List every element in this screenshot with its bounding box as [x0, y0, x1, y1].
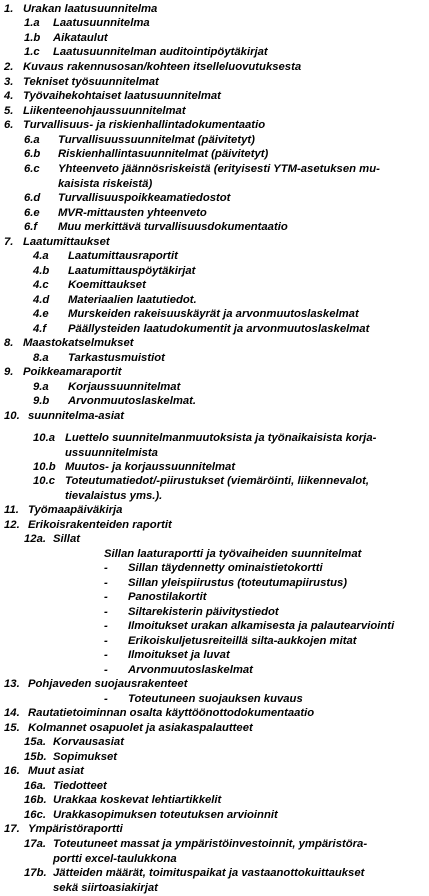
outline-item: [0, 634, 429, 649]
outline-item: [0, 118, 429, 133]
outline-item: [0, 605, 429, 620]
outline-item: [0, 692, 429, 707]
outline-item: [0, 293, 429, 308]
outline-item: [0, 60, 429, 75]
outline-item: [0, 264, 429, 279]
outline-item-number: 6.e: [24, 207, 40, 219]
outline-item-text-continuation: tievalaistus yms.).: [65, 489, 163, 502]
outline-item: [0, 721, 429, 736]
outline-item-text: Turvallisuussuunnitelmat (päivitetyt): [58, 134, 255, 146]
outline-item: [0, 322, 429, 337]
outline-item-number: 6.: [4, 119, 14, 131]
outline-item-text: Arvonmuutoslaskelmat: [128, 664, 253, 676]
outline-item: [0, 561, 429, 576]
outline-item-number: 10.a: [33, 432, 55, 444]
outline-item: [0, 750, 429, 765]
outline-item: [0, 547, 429, 562]
outline-item-number: 7.: [4, 236, 14, 248]
outline-item: [0, 764, 429, 779]
outline-item-text: Toteutuneen suojauksen kuvaus: [128, 693, 303, 705]
outline-item-text: Laatumittauspöytäkirjat: [68, 265, 196, 277]
outline-item-text: Aikataulut: [53, 32, 108, 44]
outline-item: [0, 16, 429, 31]
outline-item-text-continuation: portti excel-taulukkona: [53, 852, 177, 865]
outline-item-text: Laatumittausraportit: [68, 250, 178, 262]
outline-item-number: 10.c: [33, 475, 55, 487]
outline-item: [0, 351, 429, 366]
outline-item-text: Rautatietoiminnan osalta käyttöönottodokumentaatio: [28, 707, 315, 719]
outline-item: [0, 648, 429, 663]
outline-item-number: 9.b: [33, 395, 50, 407]
outline-item: [0, 278, 429, 293]
outline-item-text: Toteutuneet massat ja ympäristöinvestoinnit, ympäristöra-: [53, 838, 368, 850]
outline-item-text: Liikenteenohjaussuunnitelmat: [23, 105, 186, 117]
outline-item: [0, 409, 429, 424]
outline-item-text: Ilmoitukset ja luvat: [128, 649, 230, 661]
outline-item-text: Laatumittaukset: [23, 236, 110, 248]
outline-item: [0, 822, 429, 837]
outline-item-text: Jätteiden määrät, toimituspaikat ja vastaanottokuittaukset: [53, 867, 365, 879]
outline-item: [0, 380, 429, 395]
outline-item-text-continuation: sekä siirtoasiakirjat: [53, 881, 158, 894]
outline-item: [0, 866, 429, 895]
outline-item: [0, 808, 429, 823]
outline-item: [0, 518, 429, 533]
outline-item-text: Maastokatselmukset: [23, 337, 134, 349]
outline-item-text: Laatusuunnitelma: [53, 17, 150, 29]
outline-item-number: 15a.: [24, 736, 46, 748]
outline-item: [0, 235, 429, 250]
outline-item-text: Laatusuunnitelman auditointipöytäkirjat: [53, 46, 268, 58]
outline-item-number: 6.d: [24, 192, 41, 204]
outline-item-text: Urakan laatusuunnitelma: [23, 3, 158, 15]
outline-item-text: MVR-mittausten yhteenveto: [58, 207, 207, 219]
outline-item: [0, 336, 429, 351]
outline-item-number: 1.a: [24, 17, 40, 29]
outline-item: [0, 431, 429, 460]
outline-item-text: Muut asiat: [28, 765, 84, 777]
outline-item: [0, 779, 429, 794]
outline-item-number: 9.: [4, 366, 14, 378]
outline-item: [0, 220, 429, 235]
outline-item: [0, 394, 429, 409]
outline-item-number: 12.: [4, 519, 20, 531]
outline-item-text: Turvallisuuspoikkeamatiedostot: [58, 192, 231, 204]
outline-item-number: 13.: [4, 678, 20, 690]
outline-item-text: Muu merkittävä turvallisuusdokumentaatio: [58, 221, 288, 233]
outline-item-text: Tarkastusmuistiot: [68, 352, 165, 364]
outline-item-number: 9.a: [33, 381, 49, 393]
outline-item-number: -: [104, 577, 108, 589]
outline-item-number: 16.: [4, 765, 20, 777]
outline-item-number: 17a.: [24, 838, 46, 850]
outline-item-number: 15.: [4, 722, 20, 734]
outline-item: [0, 2, 429, 17]
outline-item-number: 14.: [4, 707, 20, 719]
outline-item: [0, 793, 429, 808]
outline-item-text: suunnitelma-asiat: [28, 410, 125, 422]
outline-item-number: 12a.: [24, 533, 46, 545]
outline-item-number: 1.: [4, 3, 14, 15]
outline-item-text: Päällysteiden laatudokumentit ja arvonmuutoslaskelmat: [68, 323, 370, 335]
outline-item-number: 10.b: [33, 461, 56, 473]
outline-item-number: 5.: [4, 105, 14, 117]
outline-item: [0, 206, 429, 221]
outline-item-text: Tiedotteet: [53, 780, 107, 792]
outline-item-number: 17b.: [24, 867, 47, 879]
outline-item-text: Korvausasiat: [53, 736, 124, 748]
outline-item-text: Sopimukset: [53, 751, 118, 763]
outline-item: [0, 735, 429, 750]
outline-item: [0, 89, 429, 104]
outline-item-number: 4.d: [33, 294, 50, 306]
outline-item-number: 4.: [4, 90, 14, 102]
outline-item-number: 16a.: [24, 780, 46, 792]
outline-item: [0, 31, 429, 46]
outline-item-text: Urakkaa koskevat lehtiartikkelit: [53, 794, 222, 806]
outline-item-text: Erikoiskuljetusreiteillä silta-aukkojen mitat: [128, 635, 357, 647]
outline-item: [0, 590, 429, 605]
outline-item: [0, 460, 429, 475]
outline-item-number: 6.b: [24, 148, 41, 160]
outline-item-text: Murskeiden rakeisuuskäyrät ja arvonmuutoslaskelmat: [68, 308, 359, 320]
outline-item-text: Siltarekisterin päivitystiedot: [128, 606, 279, 618]
outline-item: [0, 619, 429, 634]
outline-item: [0, 706, 429, 721]
outline-item-number: 4.e: [33, 308, 49, 320]
outline-item-text: Ympäristöraportti: [28, 823, 123, 835]
outline-item-text: Erikoisrakenteiden raportit: [28, 519, 172, 531]
outline-item-text: Ilmoitukset urakan alkamisesta ja palautearviointi: [128, 620, 395, 632]
outline-item: [0, 133, 429, 148]
outline-item-number: 1.b: [24, 32, 41, 44]
outline-item-number: 17.: [4, 823, 20, 835]
outline-item-text: Muutos- ja korjaussuunnitelmat: [65, 461, 236, 473]
outline-item-number: 16c.: [24, 809, 46, 821]
outline-item: [0, 249, 429, 264]
outline-item-number: -: [104, 562, 108, 574]
outline-item: [0, 307, 429, 322]
outline-item-text: Materiaalien laatutiedot.: [68, 294, 197, 306]
outline-item-number: -: [104, 664, 108, 676]
outline-item-text: Riskienhallintasuunnitelmat (päivitetyt): [58, 148, 269, 160]
outline-item: [0, 162, 429, 191]
outline-item-number: 4.c: [33, 279, 49, 291]
outline-item: [0, 837, 429, 866]
outline-item-number: 4.f: [33, 323, 47, 335]
outline-item-number: 11.: [4, 504, 19, 516]
outline-item-number: 8.a: [33, 352, 49, 364]
outline-item: [0, 147, 429, 162]
outline-item-text: Kuvaus rakennusosan/kohteen itselleluovutuksesta: [23, 61, 302, 73]
outline-item-text-continuation: kaisista riskeistä): [58, 177, 153, 190]
outline-item: [0, 45, 429, 60]
outline-item-text: Urakkasopimuksen toteutuksen arvioinnit: [53, 809, 278, 821]
outline-item-number: -: [104, 620, 108, 632]
outline-item: [0, 503, 429, 518]
outline-item: [0, 677, 429, 692]
outline-item-text: Sillan yleispiirustus (toteutumapiirustus): [128, 577, 348, 589]
outline-item-text: Yhteenveto jäännösriskeistä (erityisesti YTM-asetuksen mu-: [58, 163, 380, 175]
outline-item-text: Luettelo suunnitelmanmuutoksista ja työnaikaisista korja-: [65, 432, 377, 444]
outline-item-text: Toteutumatiedot/-piirustukset (viemäröinti, liikennevalot,: [65, 475, 370, 487]
outline-item-number: 6.f: [24, 221, 38, 233]
outline-item-text: Korjaussuunnitelmat: [68, 381, 181, 393]
outline-item: [0, 104, 429, 119]
outline-item-number: -: [104, 693, 108, 705]
outline-item-text: Työmaapäiväkirja: [28, 504, 123, 516]
outline-item: [0, 576, 429, 591]
outline-item: [0, 191, 429, 206]
outline-item-text: Sillat: [53, 533, 80, 545]
outline-item-number: 6.a: [24, 134, 40, 146]
outline-item: [0, 474, 429, 503]
outline-item-text: Työvaihekohtaiset laatusuunnitelmat: [23, 90, 221, 102]
outline-item-text-continuation: ussuunnitelmista: [65, 446, 158, 459]
outline-item-number: 1.c: [24, 46, 40, 58]
outline-item-number: 8.: [4, 337, 14, 349]
outline-item-number: 15b.: [24, 751, 47, 763]
outline-item-number: 10.: [4, 410, 20, 422]
outline-item-text: Poikkeamaraportit: [23, 366, 122, 378]
outline-item: [0, 663, 429, 678]
outline-item-text: Panostilakortit: [128, 591, 207, 603]
outline-item-number: 16b.: [24, 794, 47, 806]
outline-item-text: Tekniset työsuunnitelmat: [23, 76, 159, 88]
outline-item: [0, 532, 429, 547]
outline-item-number: 6.c: [24, 163, 40, 175]
outline-item-text: Sillan laaturaportti ja työvaiheiden suunnitelmat: [104, 548, 362, 560]
outline-item: [0, 365, 429, 380]
outline-item-text: Koemittaukset: [68, 279, 146, 291]
outline-item-number: 2.: [4, 61, 14, 73]
outline-item-text: Sillan täydennetty ominaistietokortti: [128, 562, 323, 574]
outline-item-number: -: [104, 649, 108, 661]
outline-item: [0, 75, 429, 90]
outline-item-number: 3.: [4, 76, 14, 88]
outline-item-number: -: [104, 591, 108, 603]
outline-item-text: Arvonmuutoslaskelmat.: [68, 395, 197, 407]
outline-item-text: Pohjaveden suojausrakenteet: [28, 678, 188, 690]
outline-item-number: 4.b: [33, 265, 50, 277]
outline-item-text: Kolmannet osapuolet ja asiakaspalautteet: [28, 722, 253, 734]
outline-item-number: 4.a: [33, 250, 49, 262]
outline-item-text: Turvallisuus- ja riskienhallintadokumentaatio: [23, 119, 266, 131]
outline-item-number: -: [104, 606, 108, 618]
outline-item-number: -: [104, 635, 108, 647]
